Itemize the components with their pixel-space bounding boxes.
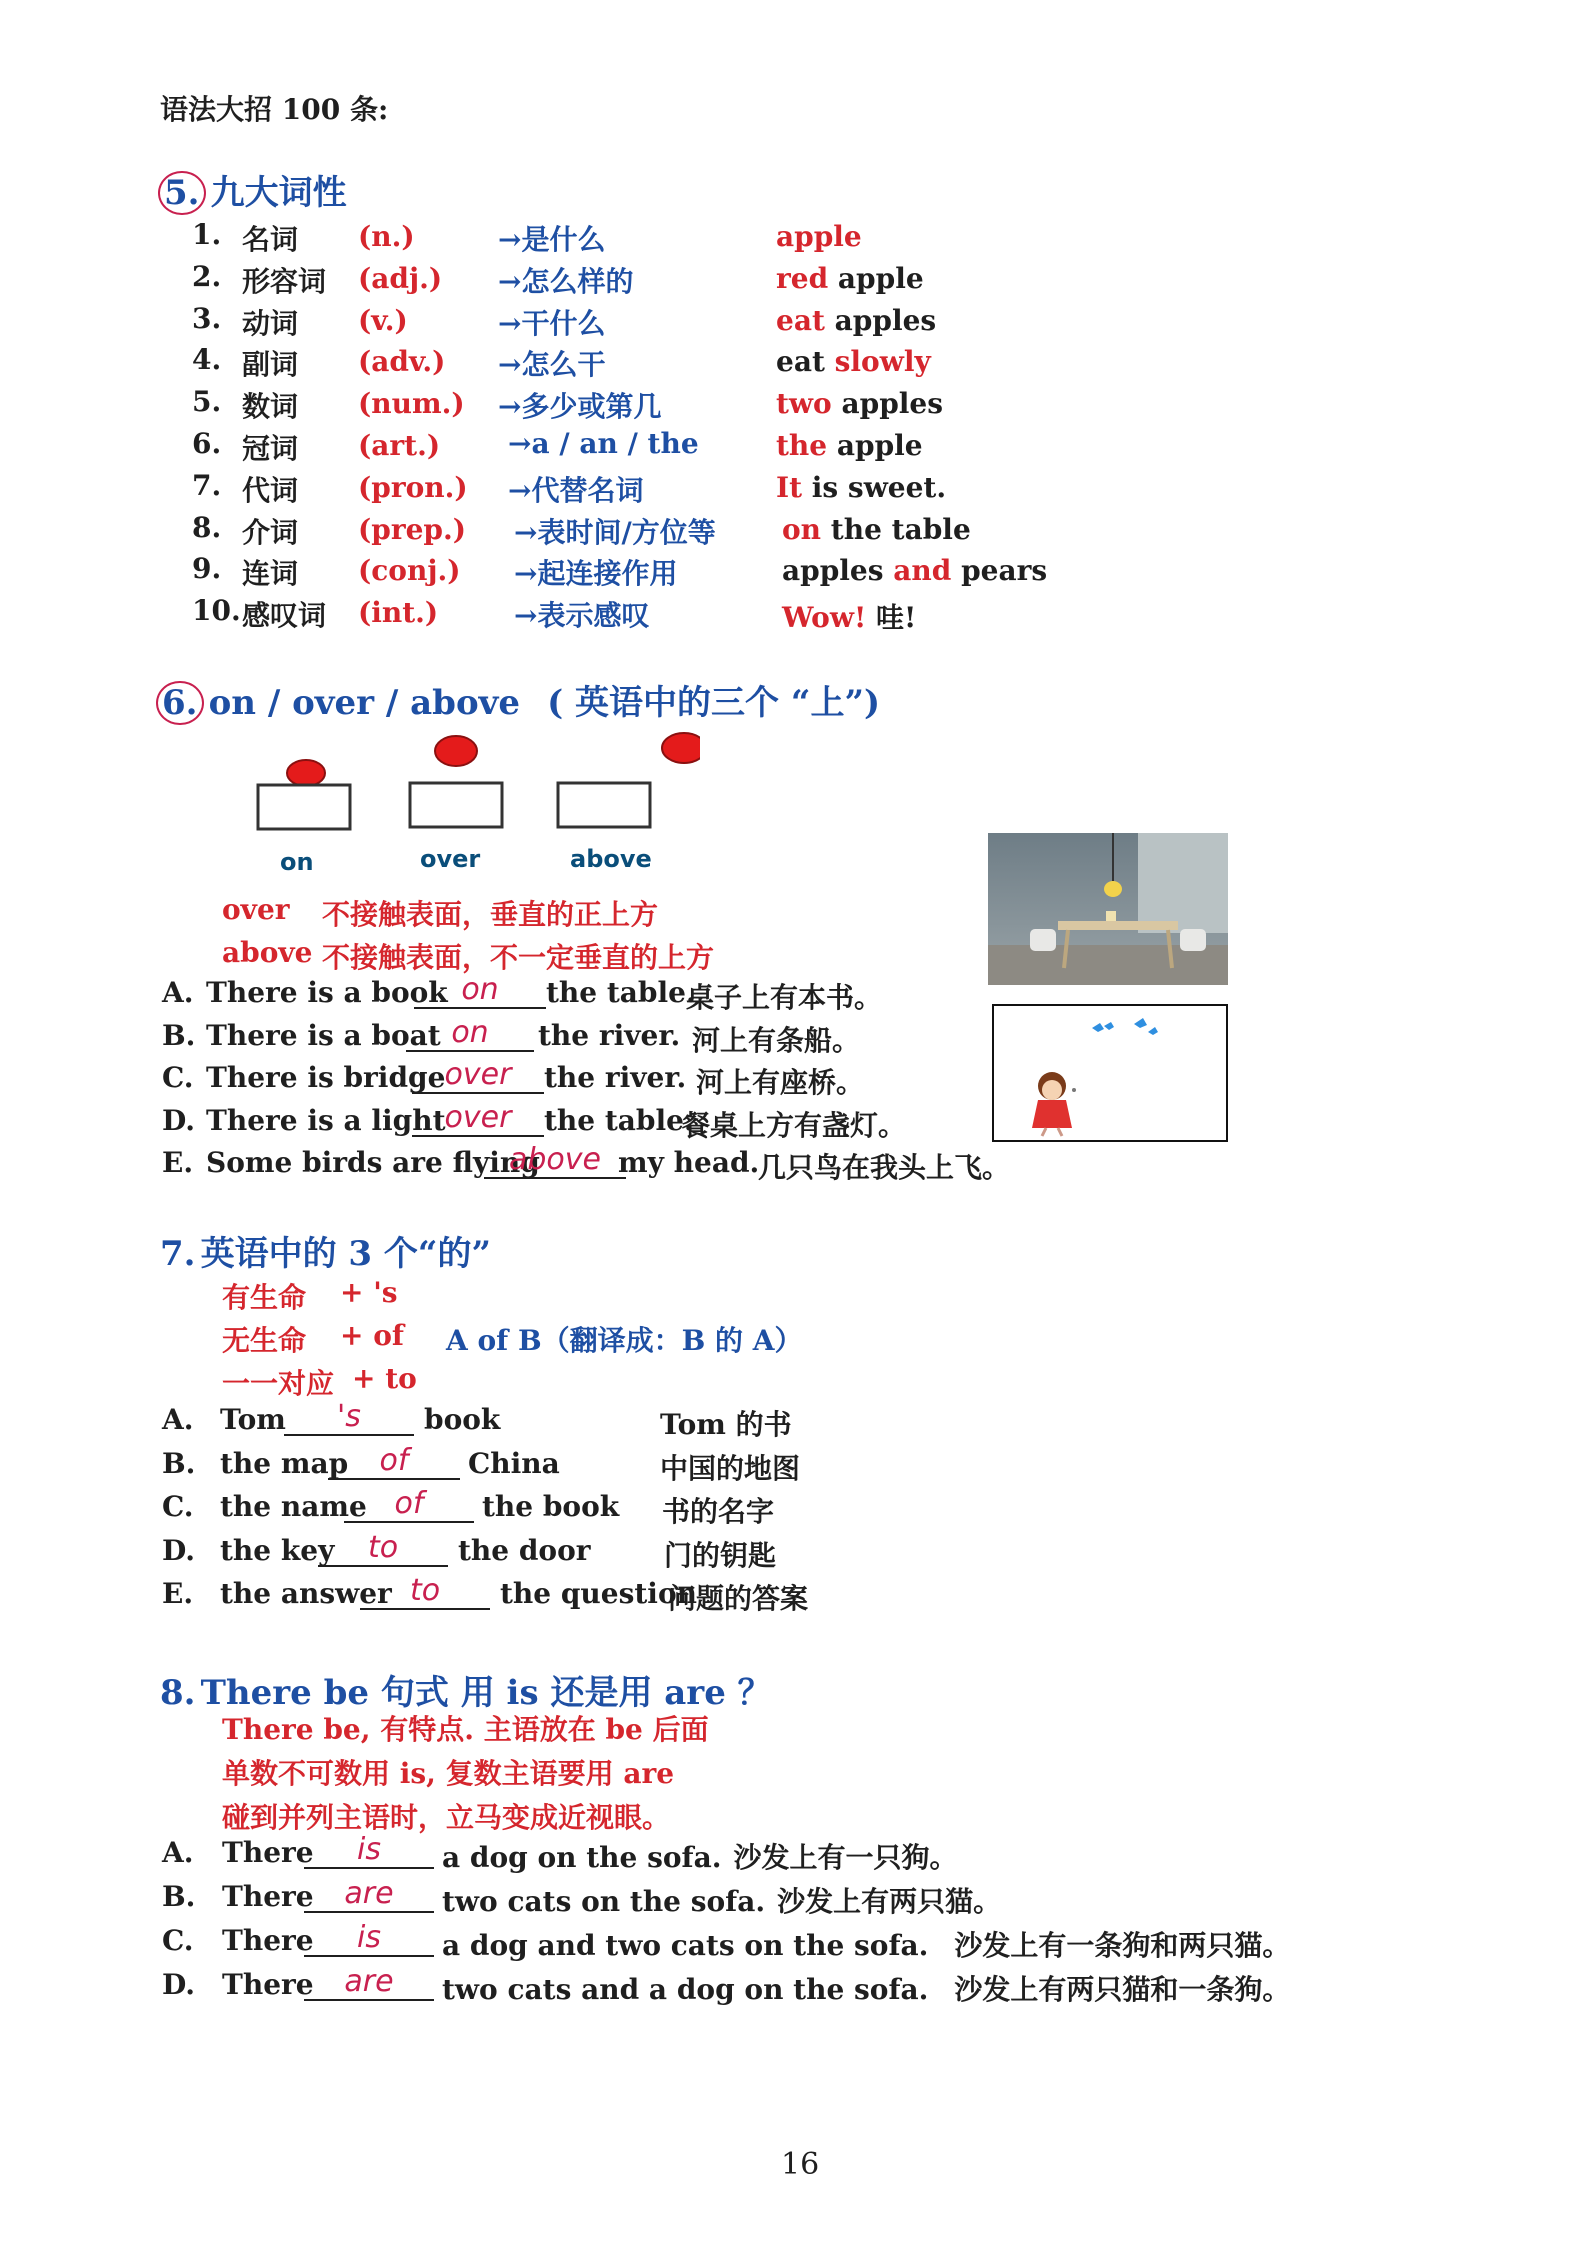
exercise-text-after: the river. bbox=[544, 1061, 687, 1094]
answer-blank[interactable]: 's bbox=[284, 1399, 414, 1436]
exercise-translation: 沙发上有两只猫。 bbox=[777, 1885, 1002, 1918]
word-class-desc: →代替名词 bbox=[508, 473, 644, 507]
word-class-desc: →怎么样的 bbox=[498, 264, 634, 298]
word-class-abbr: (prep.) bbox=[358, 512, 466, 546]
example-part: eat bbox=[776, 345, 835, 379]
word-class-row bbox=[192, 218, 1092, 258]
word-class-row bbox=[192, 427, 1092, 467]
exercise-translation: 问题的答案 bbox=[668, 1582, 809, 1615]
exercise-letter: E. bbox=[162, 1577, 194, 1610]
exercise-translation: 门的钥匙 bbox=[664, 1538, 777, 1572]
exercise-sentence: two cats on the sofa. bbox=[442, 1885, 766, 1918]
exercise-translation: 河上有座桥。 bbox=[696, 1066, 865, 1099]
section-5-heading bbox=[158, 165, 347, 215]
word-class-example bbox=[782, 554, 1047, 587]
rule-line: 碰到并列主语时，立马变成近视眼。 bbox=[222, 1801, 671, 1834]
exercise-translation: 沙发上有一只狗。 bbox=[733, 1841, 958, 1874]
rule-suffix: + of bbox=[340, 1319, 404, 1352]
exercise-text-after: the question bbox=[500, 1577, 697, 1610]
row-number: 8. bbox=[192, 510, 222, 544]
exercise-text-before: Some birds are flying bbox=[206, 1146, 540, 1179]
exercise-text-after: China bbox=[468, 1446, 560, 1480]
word-class-desc: →是什么 bbox=[498, 223, 606, 256]
rule-category: 一一对应 bbox=[222, 1367, 335, 1400]
exercise-letter: D. bbox=[162, 1533, 196, 1567]
word-class-example bbox=[776, 471, 946, 504]
dining-room-photo bbox=[988, 833, 1228, 985]
exercise-text-after: the table. bbox=[546, 976, 696, 1009]
note-text: 不接触表面，垂直的正上方 bbox=[322, 898, 659, 931]
word-class-name: 副词 bbox=[242, 348, 299, 382]
exercise-letter: D. bbox=[162, 1103, 196, 1137]
answer-blank[interactable]: over bbox=[412, 1100, 544, 1137]
answer-blank[interactable]: are bbox=[304, 1964, 434, 2001]
exercise-letter: B. bbox=[162, 1446, 196, 1480]
exercise-text-after: the table. bbox=[544, 1103, 694, 1137]
word-class-example bbox=[782, 596, 916, 636]
word-class-name: 感叹词 bbox=[242, 599, 327, 633]
word-class-desc: →多少或第几 bbox=[498, 390, 662, 424]
section-title: 英语中的 3 个“的” bbox=[200, 1234, 492, 1274]
row-number: 3. bbox=[192, 301, 222, 335]
word-class-example bbox=[776, 262, 924, 295]
exercise-text-before: the map bbox=[220, 1446, 349, 1480]
rule-suffix: + 's bbox=[340, 1276, 398, 1309]
row-number: 4. bbox=[192, 343, 222, 377]
rule-note: A of B（翻译成：B 的 A） bbox=[446, 1324, 803, 1357]
example-part: two bbox=[776, 387, 832, 421]
example-part: eat bbox=[776, 303, 825, 337]
example-part: apple bbox=[828, 261, 924, 295]
exercise-letter: A. bbox=[162, 1836, 194, 1869]
page-number: 16 bbox=[781, 2147, 820, 2182]
section-number: 6. bbox=[156, 681, 204, 725]
row-number: 7. bbox=[192, 468, 222, 502]
example-part: slowly bbox=[834, 345, 931, 379]
diagram-over bbox=[410, 736, 502, 827]
exercise-translation: 桌子上有本书。 bbox=[686, 981, 883, 1014]
rule-suffix: + to bbox=[352, 1362, 417, 1395]
diagram-on bbox=[258, 760, 350, 829]
example-part: is sweet. bbox=[802, 470, 947, 504]
exercise-letter: B. bbox=[162, 1018, 196, 1052]
exercise-translation: 餐桌上方有盏灯。 bbox=[682, 1108, 907, 1142]
word-class-name: 介词 bbox=[242, 515, 299, 549]
rule-line: 单数不可数用 is, 复数主语要用 are bbox=[222, 1757, 675, 1790]
girl-birds-illustration bbox=[992, 1004, 1228, 1142]
row-number: 2. bbox=[192, 259, 222, 293]
word-class-desc: →起连接作用 bbox=[514, 557, 678, 591]
example-part: pears bbox=[951, 554, 1048, 588]
exercise-text-before: There bbox=[222, 1880, 314, 1913]
word-class-example bbox=[776, 345, 931, 378]
section-number: 7. bbox=[160, 1234, 196, 1274]
exercise-translation: 河上有条船。 bbox=[692, 1023, 861, 1057]
exercise-text-after bbox=[442, 1836, 958, 1876]
note-word: over bbox=[222, 893, 290, 926]
word-class-row bbox=[192, 552, 1092, 592]
row-number: 5. bbox=[192, 385, 222, 419]
word-class-example bbox=[776, 429, 923, 462]
exercise-text-before: There is a boat bbox=[206, 1018, 441, 1052]
exercise-translation: 书的名字 bbox=[662, 1495, 775, 1528]
word-class-name: 数词 bbox=[242, 390, 299, 424]
exercise-letter: A. bbox=[162, 976, 194, 1009]
answer-blank[interactable]: of bbox=[344, 1486, 474, 1523]
answer-blank[interactable]: over bbox=[412, 1057, 544, 1094]
word-class-example bbox=[782, 513, 971, 546]
exercise-text-before: Tom bbox=[220, 1403, 286, 1436]
exercise-text-after bbox=[442, 1968, 1290, 2008]
word-class-row bbox=[192, 511, 1092, 551]
rule-category: 有生命 bbox=[222, 1281, 307, 1314]
exercise-text-before: the answer bbox=[220, 1577, 392, 1610]
word-class-abbr: (conj.) bbox=[358, 554, 461, 588]
word-class-example bbox=[776, 387, 943, 420]
exercise-text-before: There bbox=[222, 1968, 314, 2001]
example-part: Wow! bbox=[782, 601, 867, 635]
word-class-abbr: (int.) bbox=[358, 596, 439, 630]
exercise-text-before: There is a light bbox=[206, 1103, 446, 1137]
diagram-label-above: above bbox=[570, 845, 652, 873]
answer-blank[interactable]: are bbox=[304, 1876, 434, 1913]
word-class-desc: →a / an / the bbox=[508, 427, 699, 460]
section-8-heading bbox=[160, 1665, 772, 1714]
diagram-label-over: over bbox=[420, 845, 481, 873]
exercise-letter: E. bbox=[162, 1146, 194, 1179]
word-class-abbr: (adj.) bbox=[358, 261, 443, 295]
answer-blank[interactable]: is bbox=[304, 1832, 434, 1869]
word-class-desc: →表示感叹 bbox=[514, 599, 650, 633]
answer-blank[interactable]: to bbox=[360, 1573, 490, 1610]
answer-blank[interactable]: of bbox=[328, 1443, 460, 1480]
word-class-row bbox=[192, 385, 1092, 425]
exercise-letter: A. bbox=[162, 1403, 194, 1436]
word-class-name: 连词 bbox=[242, 557, 299, 591]
word-class-abbr: (num.) bbox=[358, 387, 465, 421]
example-part: apples bbox=[782, 554, 894, 588]
word-class-name: 动词 bbox=[242, 306, 299, 340]
exercise-text-before: There is a book bbox=[206, 976, 448, 1009]
word-class-name: 形容词 bbox=[242, 264, 327, 298]
row-number: 10. bbox=[192, 594, 241, 628]
exercise-translation: 中国的地图 bbox=[660, 1451, 801, 1485]
word-class-name: 名词 bbox=[242, 223, 299, 256]
row-number: 6. bbox=[192, 427, 222, 460]
exercise-sentence: two cats and a dog on the sofa. bbox=[442, 1973, 929, 2006]
exercise-translation: 沙发上有一条狗和两只猫。 bbox=[954, 1929, 1291, 1962]
word-class-row bbox=[192, 302, 1092, 342]
word-class-abbr: (pron.) bbox=[358, 470, 468, 504]
exercise-translation: 沙发上有两只猫和一条狗。 bbox=[954, 1973, 1291, 2006]
exercise-text-before: There is bridge bbox=[206, 1061, 446, 1094]
example-part: on bbox=[782, 512, 822, 546]
word-class-name: 冠词 bbox=[242, 432, 299, 465]
example-part: apples bbox=[824, 303, 937, 337]
word-class-desc: →表时间/方位等 bbox=[514, 515, 716, 549]
word-class-example bbox=[776, 304, 936, 337]
exercise-text-before: the key bbox=[220, 1533, 335, 1567]
note-word: above bbox=[222, 936, 313, 969]
exercise-text-after bbox=[442, 1880, 1001, 1920]
example-part: the bbox=[776, 429, 828, 462]
answer-blank[interactable]: on bbox=[414, 972, 546, 1009]
exercise-text-before: There bbox=[222, 1924, 314, 1957]
rule-line: There be, 有特点. 主语放在 be 后面 bbox=[222, 1713, 709, 1746]
word-class-example bbox=[776, 220, 862, 253]
example-part: apples bbox=[831, 387, 943, 421]
word-class-abbr: (art.) bbox=[358, 429, 441, 462]
answer-blank[interactable]: is bbox=[304, 1920, 434, 1957]
word-class-row bbox=[192, 343, 1092, 383]
exercise-translation: 几只鸟在我头上飞。 bbox=[758, 1151, 1011, 1184]
exercise-letter: D. bbox=[162, 1968, 196, 2001]
example-part: It bbox=[776, 470, 803, 504]
section-6-heading bbox=[156, 675, 880, 725]
section-subtitle: ( 英语中的三个 “上”) bbox=[547, 683, 881, 723]
exercise-letter: B. bbox=[162, 1880, 196, 1913]
word-class-row bbox=[192, 469, 1092, 509]
exercise-sentence: a dog and two cats on the sofa. bbox=[442, 1929, 929, 1962]
exercise-letter: C. bbox=[162, 1924, 194, 1957]
example-part: apple bbox=[776, 220, 862, 253]
exercise-sentence: a dog on the sofa. bbox=[442, 1841, 722, 1874]
word-class-desc: →怎么干 bbox=[498, 348, 606, 382]
example-part: the table bbox=[821, 512, 971, 546]
answer-blank[interactable]: on bbox=[406, 1015, 534, 1052]
exercise-text-after bbox=[442, 1924, 1290, 1964]
exercise-text-after: my head. bbox=[618, 1146, 760, 1179]
note-text: 不接触表面，不一定垂直的上方 bbox=[322, 941, 715, 974]
row-number: 1. bbox=[192, 218, 222, 251]
example-part: and bbox=[893, 554, 952, 588]
rule-category: 无生命 bbox=[222, 1324, 307, 1357]
page-header: 语法大招 100 条: bbox=[160, 93, 389, 126]
exercise-text-after: book bbox=[424, 1403, 501, 1436]
word-class-row bbox=[192, 260, 1092, 300]
exercise-letter: C. bbox=[162, 1061, 194, 1094]
word-class-abbr: (v.) bbox=[358, 303, 408, 337]
word-class-abbr: (n.) bbox=[358, 220, 415, 253]
section-title: on / over / above bbox=[208, 683, 521, 723]
diagram-label-on: on bbox=[280, 848, 314, 876]
example-part: 哇! bbox=[866, 601, 917, 635]
exercise-text-before: There bbox=[222, 1836, 314, 1869]
exercise-letter: C. bbox=[162, 1490, 194, 1523]
diagram-above bbox=[558, 733, 700, 827]
section-title: 九大词性 bbox=[210, 173, 347, 213]
example-part: apple bbox=[827, 429, 923, 462]
exercise-text-after: the river. bbox=[538, 1018, 681, 1052]
example-part: red bbox=[776, 261, 829, 295]
section-7-heading bbox=[160, 1226, 491, 1275]
exercise-text-after: the book bbox=[482, 1490, 620, 1523]
answer-blank[interactable]: to bbox=[318, 1530, 448, 1567]
word-class-row bbox=[192, 594, 1092, 634]
word-class-abbr: (adv.) bbox=[358, 345, 446, 379]
section-number: 5. bbox=[158, 171, 206, 215]
answer-blank[interactable]: above bbox=[484, 1142, 626, 1179]
row-number: 9. bbox=[192, 552, 222, 586]
section-number: 8. bbox=[160, 1673, 196, 1713]
word-class-name: 代词 bbox=[242, 473, 299, 507]
exercise-text-after: the door bbox=[458, 1533, 591, 1567]
section-title: There be 句式 用 is 还是用 are ？ bbox=[200, 1673, 772, 1713]
word-class-desc: →干什么 bbox=[498, 306, 606, 340]
exercise-text-before: the name bbox=[220, 1490, 367, 1523]
exercise-translation: Tom 的书 bbox=[660, 1408, 792, 1441]
